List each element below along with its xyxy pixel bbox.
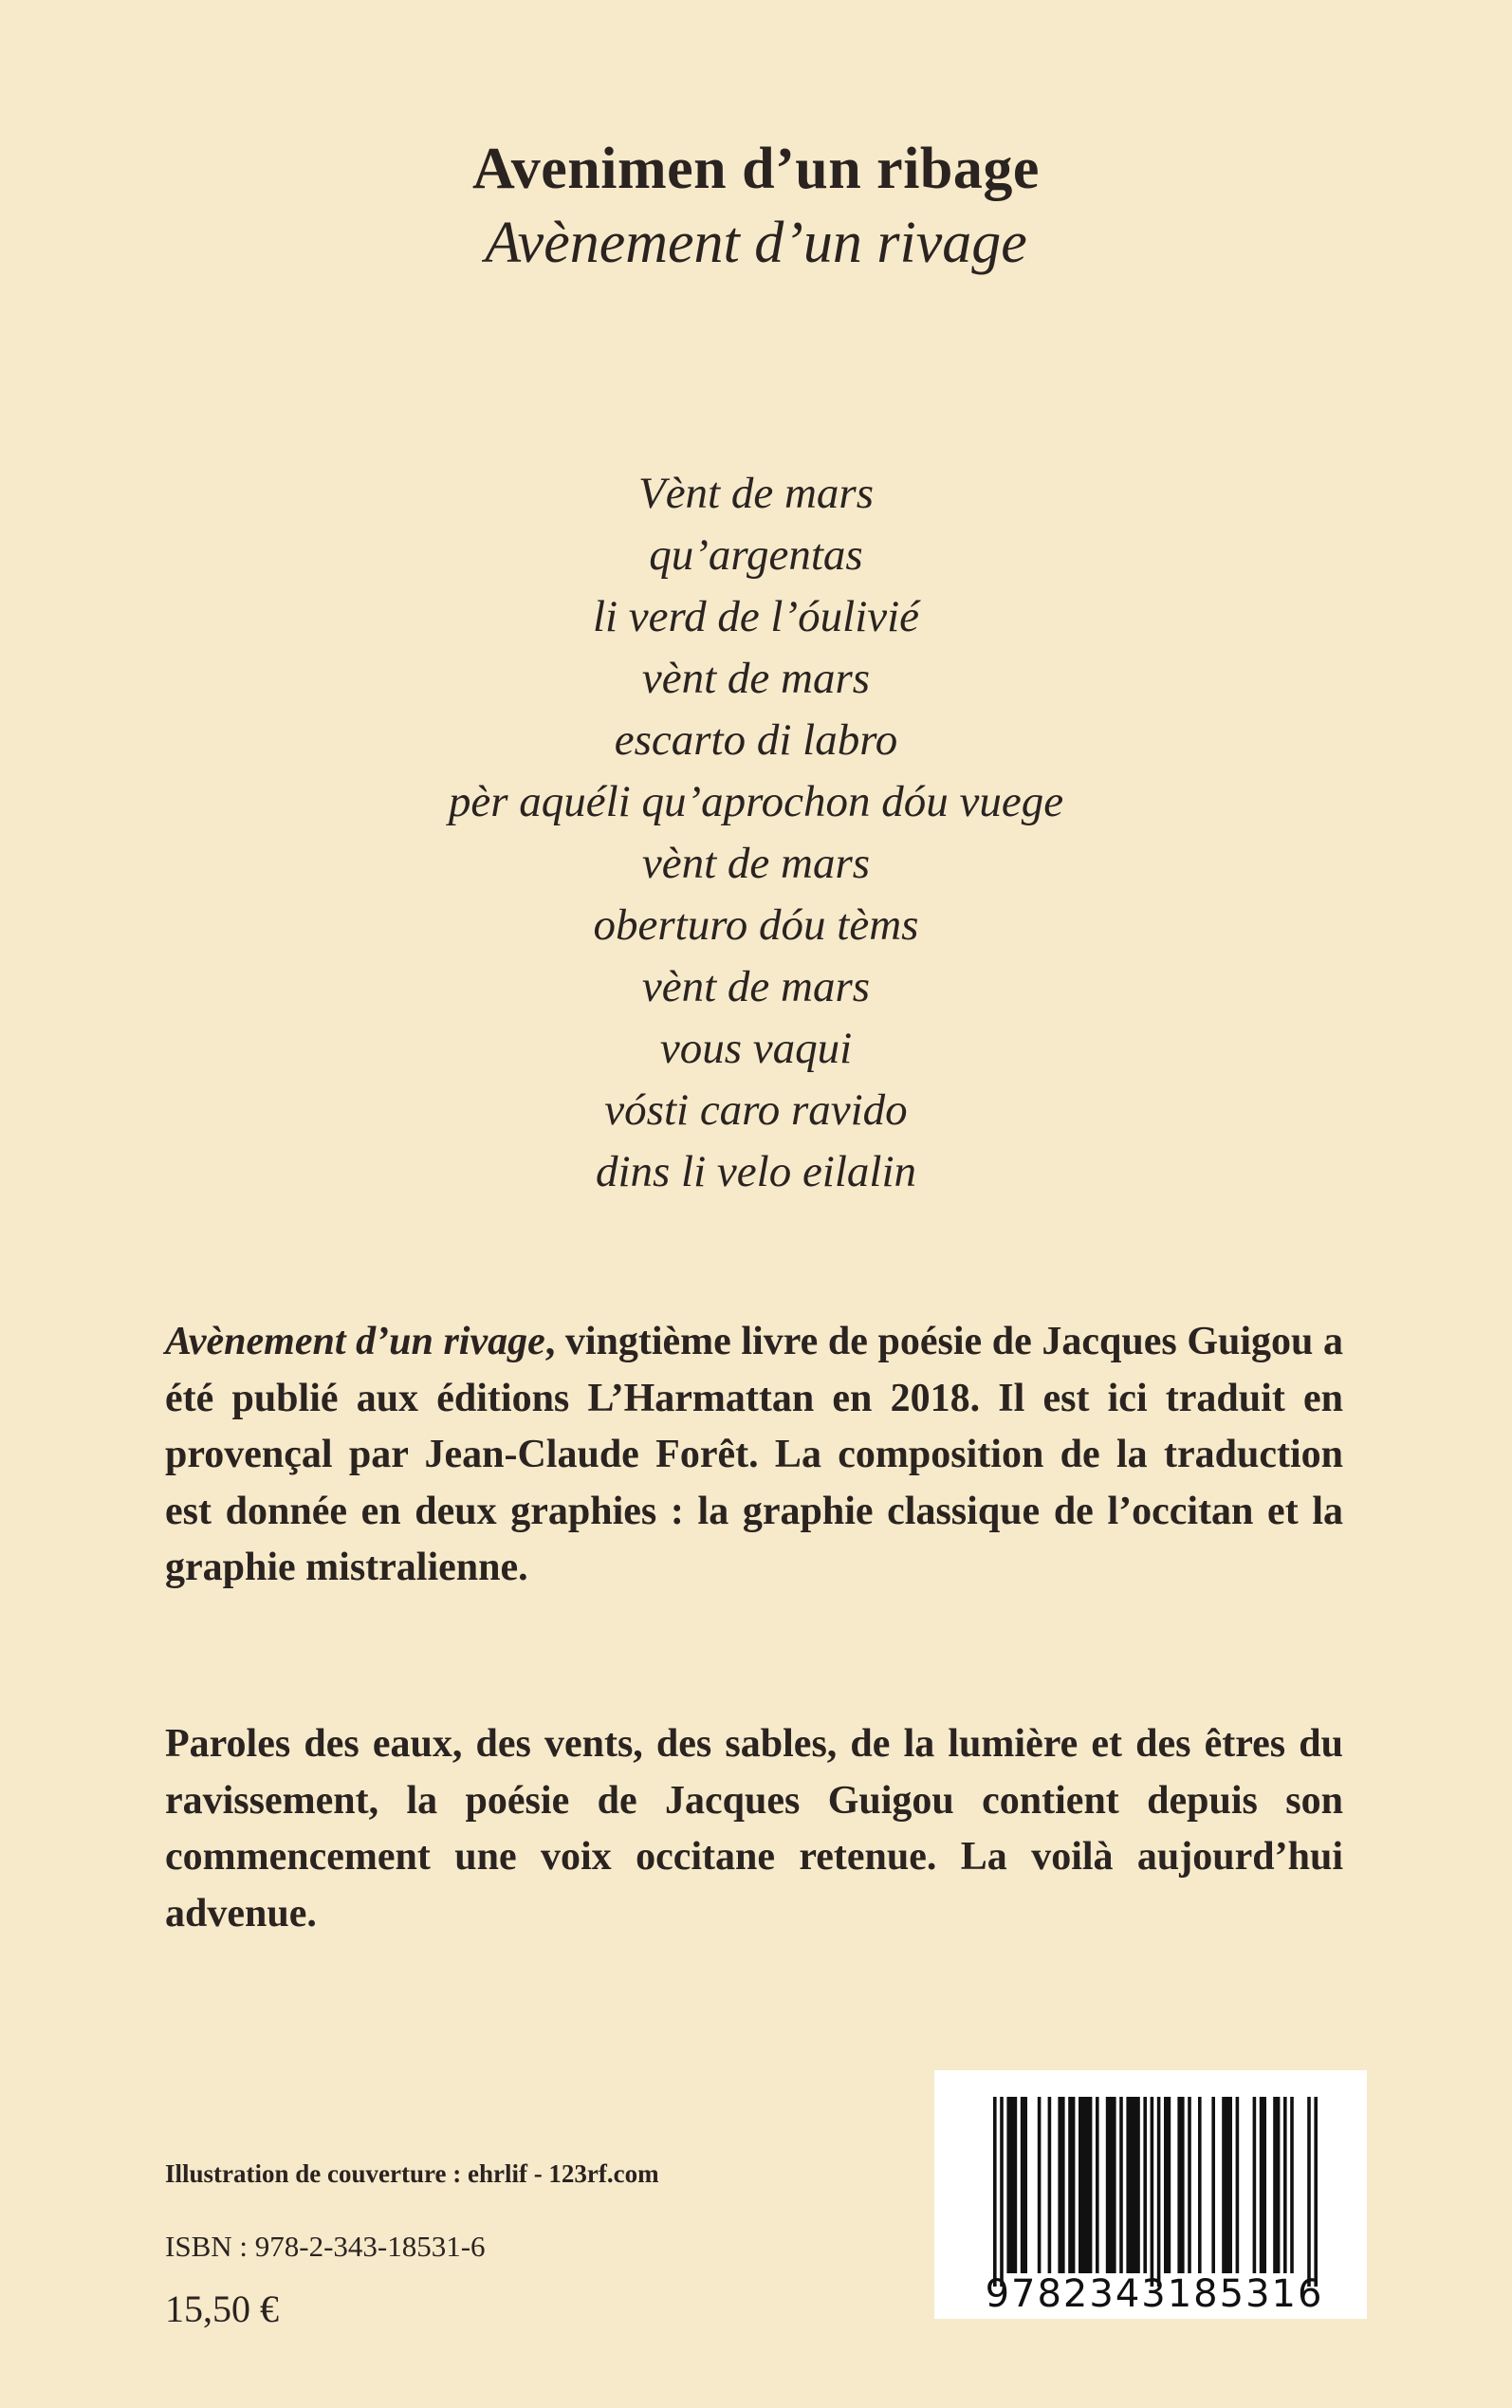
barcode-guard-bar — [993, 2097, 997, 2287]
description-paragraph-1 — [165, 1314, 1343, 1597]
description-paragraph-1-text: , vingtième livre de poésie de Jacques Guigou a été publié aux éditions L’Harmattan en 2018. Il est ici traduit en provençal par Jean-Claude Forêt. La composition de la traduction est donnée en deux graphies : la graphie classique de l’occitan et la graphie mistralienne. — [165, 1320, 1343, 1589]
poem-line: vous vaqui — [659, 1024, 853, 1073]
barcode-bar — [1006, 2097, 1017, 2273]
barcode-bars — [993, 2097, 1318, 2287]
poem-line: vènt de mars — [641, 654, 871, 703]
barcode-guard-bar — [1307, 2097, 1311, 2287]
book-title-italic: Avènement d’un rivage — [165, 1320, 545, 1363]
poem — [0, 463, 1512, 1203]
poem-line: escarto di labro — [614, 715, 898, 765]
poem-line: dins li velo eilalin — [595, 1147, 917, 1196]
barcode-bar — [1106, 2097, 1116, 2273]
barcode — [934, 2070, 1367, 2319]
barcode-bar — [1236, 2097, 1240, 2273]
price: 15,50 € — [165, 2288, 279, 2330]
poem-line: li verd de l’óulivié — [592, 592, 920, 641]
isbn: ISBN : 978-2-343-18531-6 — [165, 2230, 486, 2263]
poem-line: oberturo dóu tèms — [593, 900, 919, 950]
barcode-guard-bar — [1314, 2097, 1318, 2287]
barcode-bar — [1021, 2097, 1027, 2273]
barcode-bar — [1177, 2097, 1184, 2273]
barcode-bar — [1143, 2097, 1147, 2273]
barcode-bar — [1058, 2097, 1064, 2273]
barcode-bar — [1048, 2097, 1052, 2273]
barcode-bar — [1290, 2097, 1294, 2273]
barcode-bar — [1096, 2097, 1099, 2273]
barcode-bar — [1253, 2097, 1257, 2273]
barcode-bar — [1260, 2097, 1266, 2273]
barcode-bar — [1188, 2097, 1191, 2273]
barcode-bar — [1211, 2097, 1215, 2273]
barcode-bar — [1273, 2097, 1280, 2273]
barcode-bar — [1119, 2097, 1123, 2273]
poem-line: pèr aquéli qu’aprochon dóu vuege — [448, 777, 1064, 826]
barcode-bar — [1068, 2097, 1075, 2273]
poem-line: vènt de mars — [641, 962, 871, 1011]
barcode-graphic — [934, 2070, 1367, 2319]
barcode-bar — [1126, 2097, 1139, 2273]
title-occitan: Avenimen d’un ribage — [472, 137, 1040, 201]
poem-line: vósti caro ravido — [604, 1085, 908, 1135]
barcode-guard-bar — [1000, 2097, 1004, 2287]
barcode-bar — [1079, 2097, 1092, 2273]
title-french: Avènement d’un rivage — [485, 211, 1027, 275]
barcode-bar — [1164, 2097, 1171, 2273]
barcode-bar — [1198, 2097, 1202, 2273]
barcode-bar — [1038, 2097, 1042, 2273]
poem-line: Vènt de mars — [637, 469, 874, 518]
poem-line: qu’argentas — [649, 530, 863, 580]
title-block — [0, 133, 1512, 281]
description-paragraph-2: Paroles des eaux, des vents, des sables, de la lumière et des êtres du ravissement, la poésie de Jacques Guigou contient depuis son commencement une voix occitane retenue. La voilà aujourd’hui advenue. — [165, 1722, 1343, 1936]
illustration-credit: Illustration de couverture : ehrlif - 123rf.com — [165, 2159, 659, 2188]
barcode-guard-bar — [1157, 2097, 1161, 2287]
barcode-digits: 9782343185316 — [985, 2272, 1324, 2316]
barcode-bar — [1283, 2097, 1287, 2273]
barcode-guard-bar — [1151, 2097, 1154, 2287]
barcode-bar — [1222, 2097, 1232, 2273]
poem-line: vènt de mars — [641, 839, 871, 888]
